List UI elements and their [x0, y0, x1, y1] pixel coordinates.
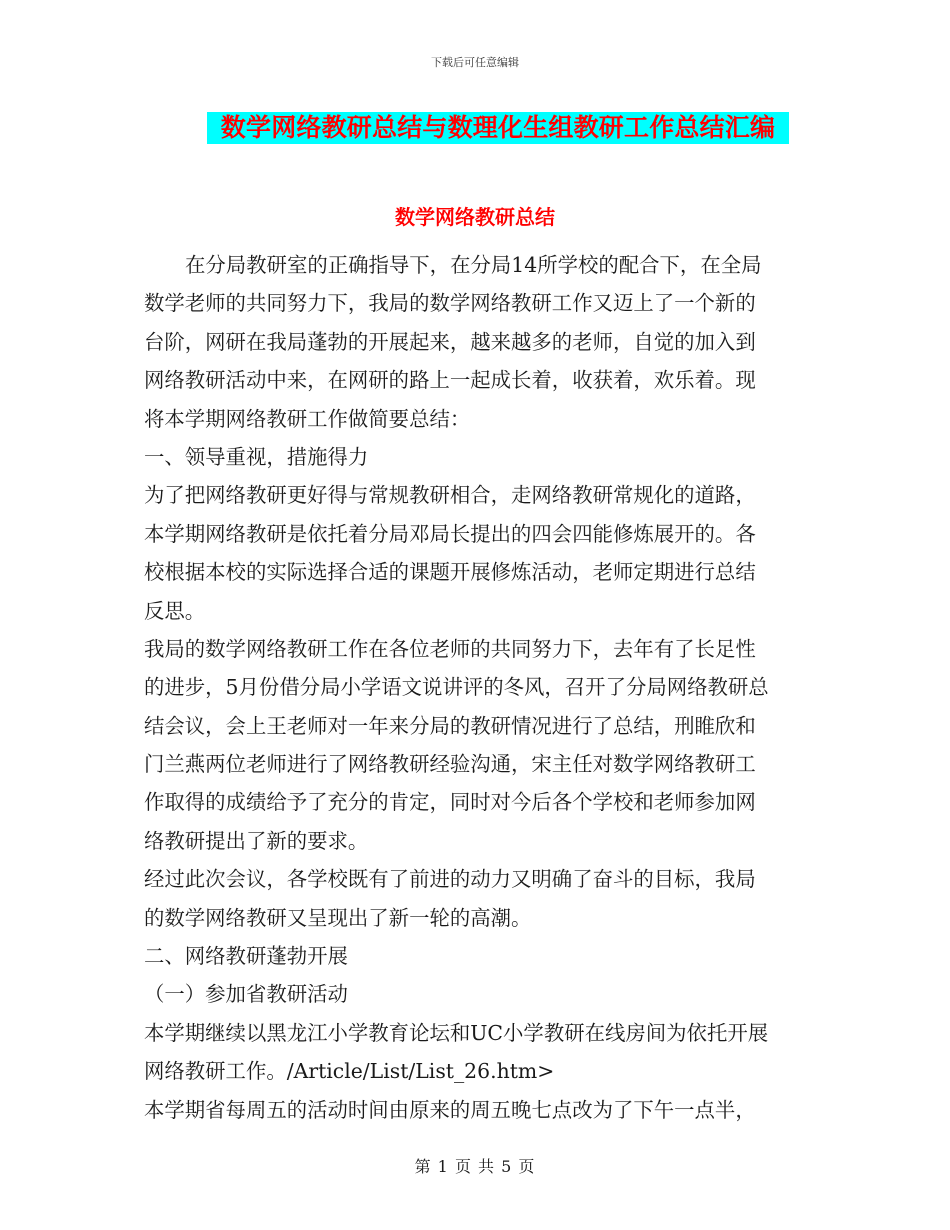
body-line: 结会议，会上王老师对一年来分局的教研情况进行了总结，刑睢欣和 — [144, 713, 756, 738]
body-line: 络教研提出了新的要求。 — [144, 828, 369, 853]
body-line: 经过此次会议，各学校既有了前进的动力又明确了奋斗的目标，我局 — [144, 867, 756, 892]
body-line: 将本学期网络教研工作做简要总结： — [144, 406, 471, 431]
body-line: 本学期继续以黑龙江小学教育论坛和UC小学教研在线房间为依托开展 — [144, 1020, 769, 1045]
document-body — [144, 246, 812, 1129]
body-line: 数学老师的共同努力下，我局的数学网络教研工作又迈上了一个新的 — [144, 291, 756, 316]
section-heading: 二、网络教研蓬勃开展 — [144, 944, 348, 969]
body-line: 为了把网络教研更好得与常规教研相合，走网络教研常规化的道路， — [144, 483, 756, 508]
subsection-heading: （一）参加省教研活动 — [144, 982, 348, 1007]
body-line: 网络教研活动中来，在网研的路上一起成长着，收获着，欢乐着。现 — [144, 368, 756, 393]
document-title: 数学网络教研总结与数理化生组教研工作总结汇编 — [207, 112, 789, 144]
body-line: 的数学网络教研又呈现出了新一轮的高潮。 — [144, 905, 532, 930]
body-line: 本学期省每周五的活动时间由原来的周五晚七点改为了下午一点半， — [144, 1097, 756, 1122]
body-line: 我局的数学网络教研工作在各位老师的共同努力下，去年有了长足性 — [144, 636, 756, 661]
body-line: 网络教研工作。/Article/List/List_26.htm> — [144, 1059, 555, 1084]
body-line: 台阶，网研在我局蓬勃的开展起来，越来越多的老师，自觉的加入到 — [144, 329, 756, 354]
page-number: 第 1 页 共 5 页 — [414, 1157, 536, 1176]
body-line: 作取得的成绩给予了充分的肯定，同时对今后各个学校和老师参加网 — [144, 790, 756, 815]
body-line: 校根据本校的实际选择合适的课题开展修炼活动，老师定期进行总结 — [144, 560, 756, 585]
section-title: 数学网络教研总结 — [395, 205, 555, 229]
body-line: 在分局教研室的正确指导下，在分局14所学校的配合下，在全局 — [185, 253, 762, 277]
body-line: 反思。 — [144, 598, 206, 623]
body-line: 的进步，5月份借分局小学语文说讲评的冬风，召开了分局网络教研总 — [144, 675, 769, 700]
section-heading: 一、领导重视，措施得力 — [144, 444, 369, 469]
body-line: 门兰燕两位老师进行了网络教研经验沟通，宋主任对数学网络教研工 — [144, 752, 756, 777]
body-line: 本学期网络教研是依托着分局邓局长提出的四会四能修炼展开的。各 — [144, 521, 756, 546]
header-note: 下载后可任意编辑 — [431, 56, 519, 69]
